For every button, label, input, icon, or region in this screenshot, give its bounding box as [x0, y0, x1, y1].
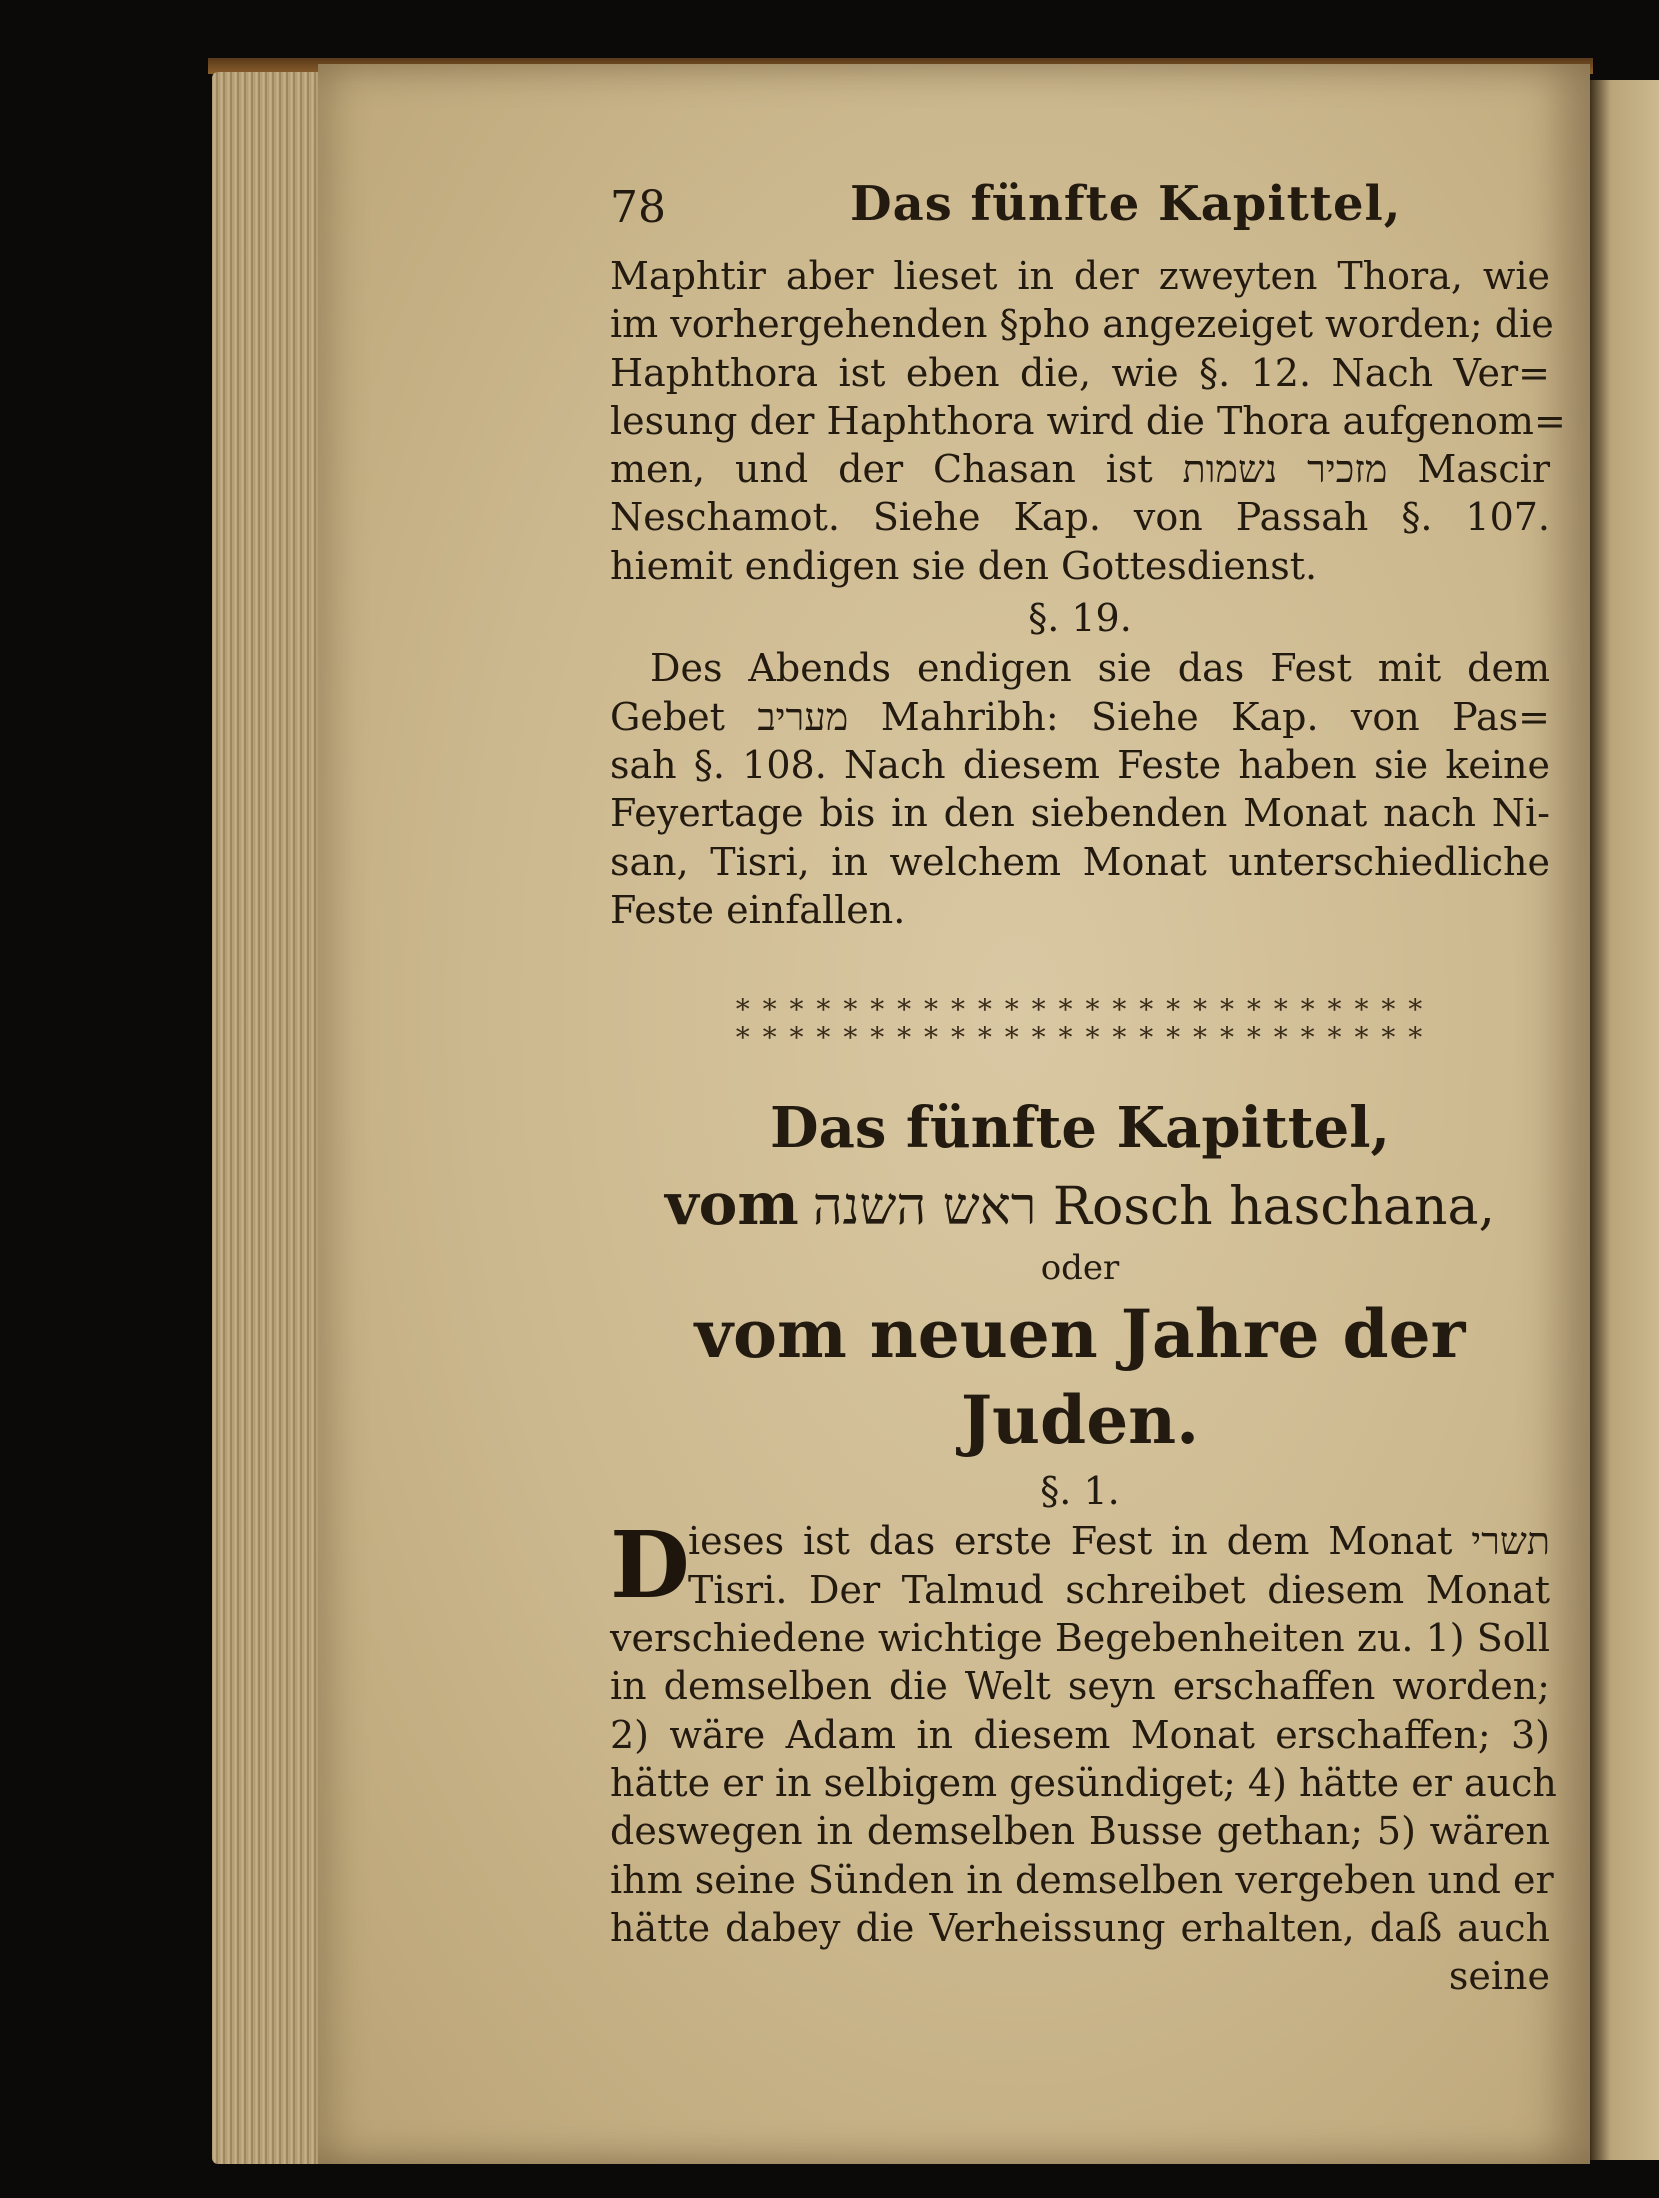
text-line: Feyertage bis in den siebenden Monat nach Ni- [610, 791, 1550, 836]
running-title: Das fünfte Kapittel, [850, 176, 1402, 232]
ornament-row: * * * * * * * * * * * * * * * * * * * * * * * * * * [735, 1021, 1425, 1055]
chapter-title: Das fünfte Kapittel, [770, 1095, 1390, 1162]
page-text [610, 176, 1566, 2000]
text-line: in demselben die Welt seyn erschaffen worden; [610, 1664, 1550, 1709]
catchword: seine [1448, 1954, 1550, 1999]
text-line: men, und der Chasan ist מזכיר נשמות Mascir [610, 447, 1550, 492]
text-line: 2) wäre Adam in diesem Monat erschaffen; 3) [610, 1712, 1550, 1757]
paragraph-2 [610, 644, 1550, 934]
paragraph-1 [610, 252, 1566, 590]
text-line: lesung der Haphthora wird die Thora aufgenom= [610, 398, 1566, 443]
text-line: im vorhergehenden §pho angezeiget worden; die [610, 302, 1554, 347]
ornament-row: * * * * * * * * * * * * * * * * * * * * * * * * * * [735, 993, 1425, 1027]
chapter-alt-title: vom neuen Jahre der Juden. [694, 1295, 1466, 1460]
chapter-subtitle [610, 1166, 1550, 1245]
text-line: sah §. 108. Nach diesem Feste haben sie keine [610, 742, 1550, 787]
text-line: Maphtir aber lieset in der zweyten Thora, wie [610, 254, 1550, 298]
text-line: ieses ist das erste Fest in dem Monat תשרי [688, 1519, 1550, 1564]
section-heading: §. 19. [1028, 596, 1132, 641]
text-line: ihm seine Sünden in demselben vergeben und er [610, 1857, 1554, 1902]
text-line: hätte dabey die Verheissung erhalten, daß auch [610, 1905, 1550, 1950]
drop-cap: D [610, 1511, 690, 1620]
page-header [610, 176, 1550, 252]
chapter-subtitle-prefix: vom [664, 1170, 799, 1239]
text-line: Des Abends endigen sie das Fest mit dem [650, 646, 1550, 691]
section-heading: §. 1. [1040, 1469, 1120, 1514]
chapter-connector: oder [1040, 1248, 1120, 1289]
text-line: Feste einfallen. [610, 887, 906, 932]
page-edges [212, 72, 330, 2164]
chapter-heading [610, 1090, 1550, 1463]
text-line: san, Tisri, in welchem Monat unterschiedliche [610, 839, 1550, 884]
text-line: verschiedene wichtige Begebenheiten zu. 1) Soll [610, 1616, 1550, 1661]
text-line: hätte er in selbigem gesündiget; 4) hätte er auch [610, 1760, 1557, 1805]
ornament-divider [610, 993, 1550, 1055]
text-line: Gebet מעריב Mahribh: Siehe Kap. von Pas= [610, 694, 1550, 739]
page-number: 78 [610, 182, 666, 233]
facing-page-edge [1590, 80, 1659, 2160]
chapter-subtitle-rest: ראש השנה Rosch haschana, [812, 1177, 1496, 1238]
text-line: Neschamot. Siehe Kap. von Passah §. 107. [610, 495, 1550, 540]
text-line: Tisri. Der Talmud schreibet diesem Monat [688, 1567, 1550, 1612]
paragraph-3 [610, 1511, 1557, 1952]
text-line: Haphthora ist eben die, wie §. 12. Nach Ver= [610, 350, 1550, 395]
text-line: hiemit endigen sie den Gottesdienst. [610, 543, 1318, 588]
text-line: deswegen in demselben Busse gethan; 5) wären [610, 1809, 1550, 1854]
